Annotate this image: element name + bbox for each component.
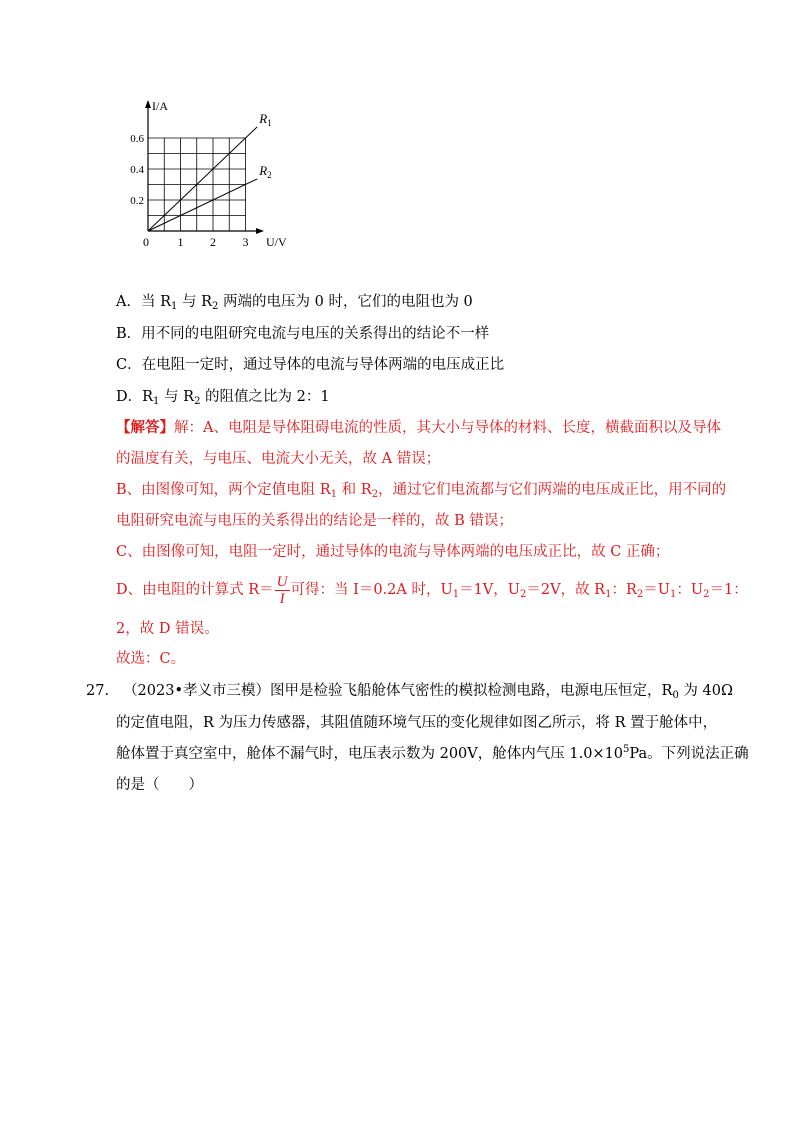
question-27-line-4: 的是（ ） xyxy=(116,777,203,793)
answer-line-1: 【解答】解：A、电阻是导体阻碍电流的性质，其大小与导体的材料、长度，横截面积以及导体 xyxy=(116,419,721,436)
answer-tag: 【解答】 xyxy=(116,419,174,436)
answer-line-5: C、由图像可知，电阻一定时，通过导体的电流与导体两端的电压成正比，故 C 正确； xyxy=(116,544,670,560)
y-axis-arrow xyxy=(145,100,151,108)
x-axis-arrow xyxy=(256,228,264,234)
option-a: A．当 $R_1$ 与 $R_2$ 两端的电压为 0 时，它们的电阻也为 0 xyxy=(116,294,473,312)
x-tick-label: 3 xyxy=(242,235,249,249)
question-number: 27. xyxy=(86,683,110,699)
y-tick-label: 0.2 xyxy=(130,195,144,207)
current-voltage-graph xyxy=(120,96,310,252)
y-tick-label: 0.6 xyxy=(130,133,144,145)
answer-line-6: D、由电阻的计算式 R＝ $\frac{U}{I}$ 可得：当 I＝0.2A 时，$U_1=1V$，$U_2=2V$，故 $R_1$：$R_2=U_1$：$U_2=1$： xyxy=(116,573,748,607)
answer-line-7: 2，故 D 错误。 xyxy=(116,621,219,637)
question-27-line-2: 的定值电阻，R 为压力传感器，其阻值随环境气压的变化规律如图乙所示，将 R 置于舱体中， xyxy=(116,715,718,731)
x-tick-label: 1 xyxy=(177,235,184,249)
x-tick-label: 2 xyxy=(210,235,216,249)
answer-line-4: 电阻研究电流与电压的关系得出的结论是一样的，故 B 错误； xyxy=(116,513,513,529)
option-c: C．在电阻一定时，通过导体的电流与导体两端的电压成正比 xyxy=(116,357,505,373)
option-d: D．$R_1$ 与 $R_2$ 的阻值之比为 2：1 xyxy=(116,389,330,407)
answer-choice: 故选：C。 xyxy=(116,651,186,667)
x-tick-label: 0 xyxy=(143,235,149,249)
option-b: B．用不同的电阻研究电流与电压的关系得出的结论不一样 xyxy=(116,326,490,342)
answer-line-2: 的温度有关，与电压、电流大小无关，故 A 错误； xyxy=(116,451,441,467)
fraction-u-over-i: $\frac{U}{I}$ xyxy=(276,573,288,607)
question-27-line-3: 舱体置于真空室中，舱体不漏气时，电压表示数为 200V，舱体内气压 $1.0\times 10^5Pa$。下列说法正确 xyxy=(116,744,749,762)
y-axis-label: I/A xyxy=(152,99,168,113)
series-label-r2: $R_2$ xyxy=(259,162,272,180)
x-axis-label: U/V xyxy=(266,235,287,249)
series-label-r1: $R_1$ xyxy=(259,110,272,128)
question-27-line-1: 27. （2023•孝义市三模）图甲是检验飞船舱体气密性的模拟检测电路，电源电压恒定，$R_0$ 为 40Ω xyxy=(86,683,734,701)
answer-line-3: B、由图像可知，两个定值电阻 $R_1$ 和 $R_2$，通过它们电流都与它们两端的电压成正比，用不同的 xyxy=(116,482,727,500)
chart-axes xyxy=(145,100,264,234)
chart-labels xyxy=(130,99,287,249)
y-tick-label: 0.4 xyxy=(130,164,144,176)
